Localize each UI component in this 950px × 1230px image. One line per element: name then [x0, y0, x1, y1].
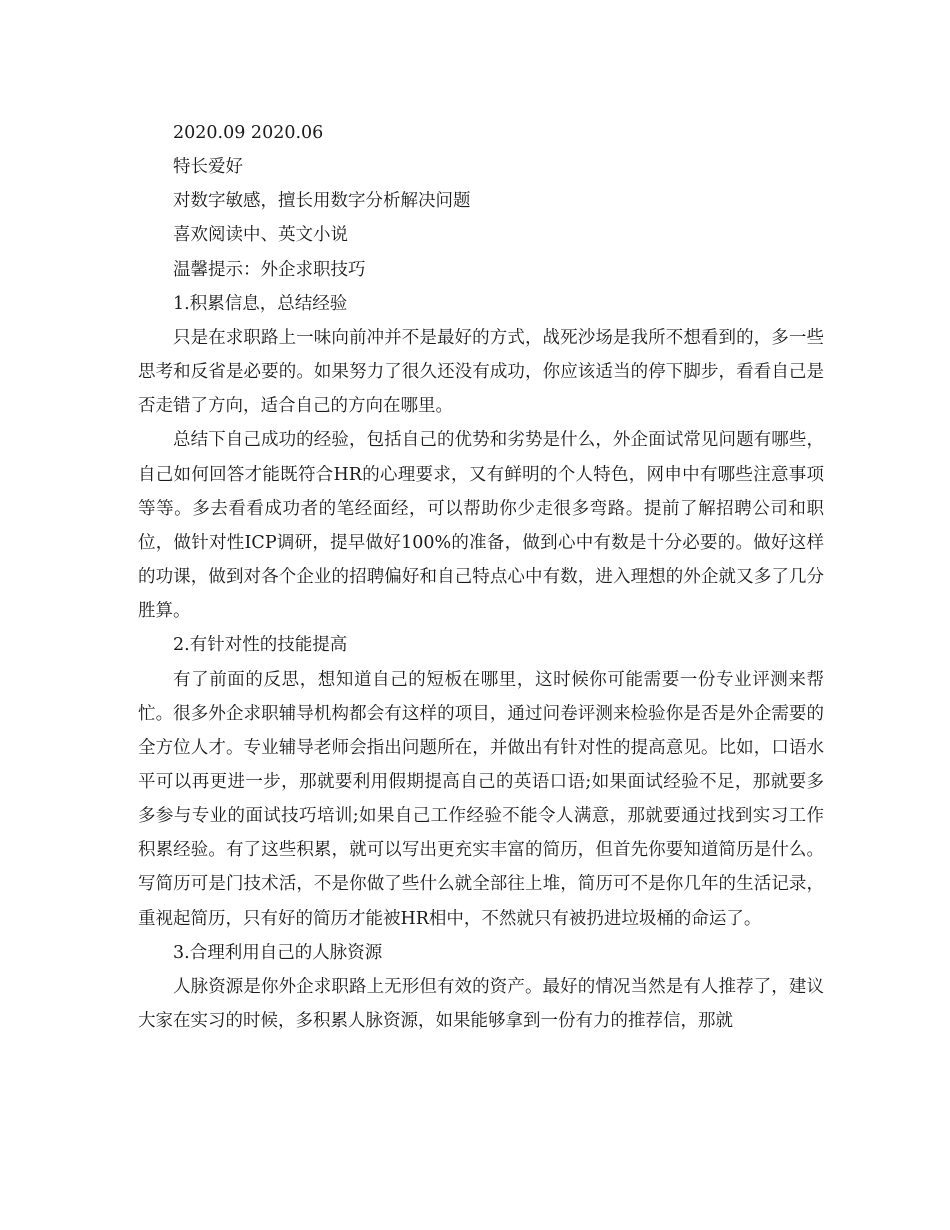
hobby-item: 对数字敏感，擅长用数字分析解决问题 — [173, 191, 471, 212]
hobbies-heading: 特长爱好 — [173, 157, 243, 178]
paragraph: 总结下自己成功的经验，包括自己的优势和劣势是什么，外企面试常见问题有哪些，自己如何回答才能既符合HR的心理要求，又有鲜明的个人特色，网申中有哪些注意事项等等。多去看看成功者的笔经面经，可以帮助你少走很多弯路。提前了解招聘公司和职位，做针对性ICP调研，提早做好100%的准备，做到心中有数是十分必要的。做好这样的功课，做到对各个企业的招聘偏好和自己特点心中有数，进入理想的外企就又多了几分胜算。 — [138, 430, 824, 622]
hobby-item: 喜欢阅读中、英文小说 — [173, 225, 348, 246]
section-heading: 3.合理利用自己的人脉资源 — [173, 942, 383, 963]
paragraph: 人脉资源是你外企求职路上无形但有效的资产。最好的情况当然是有人推荐了，建议大家在实习的时候，多积累人脉资源，如果能够拿到一份有力的推荐信，那就 — [138, 976, 824, 1032]
section-heading: 1.积累信息，总结经验 — [173, 293, 348, 314]
tips-heading: 温馨提示：外企求职技巧 — [173, 259, 366, 280]
document-body — [138, 116, 824, 1038]
paragraph: 有了前面的反思，想知道自己的短板在哪里，这时候你可能需要一份专业评测来帮忙。很多外企求职辅导机构都会有这样的项目，通过问卷评测来检验你是否是外企需要的全方位人才。专业辅导老师会指出问题所在，并做出有针对性的提高意见。比如，口语水平可以再更进一步，那就要利用假期提高自己的英语口语;如果面试经验不足，那就要多多参与专业的面试技巧培训;如果自己工作经验不能令人满意，那就要通过找到实习工作积累经验。有了这些积累，就可以写出更充实丰富的简历，但首先你要知道简历是什么。写简历可是门技术活，不是你做了些什么就全部往上堆，简历可不是你几年的生活记录，重视起简历，只有好的简历才能被HR相中，不然就只有被扔进垃圾桶的命运了。 — [138, 669, 824, 929]
paragraph: 只是在求职路上一味向前冲并不是最好的方式，战死沙场是我所不想看到的，多一些思考和反省是必要的。如果努力了很久还没有成功，你应该适当的停下脚步，看看自己是否走错了方向，适合自己的方向在哪里。 — [138, 327, 824, 417]
section-heading: 2.有针对性的技能提高 — [173, 635, 348, 656]
date-range: 2020.09 2020.06 — [173, 123, 324, 143]
